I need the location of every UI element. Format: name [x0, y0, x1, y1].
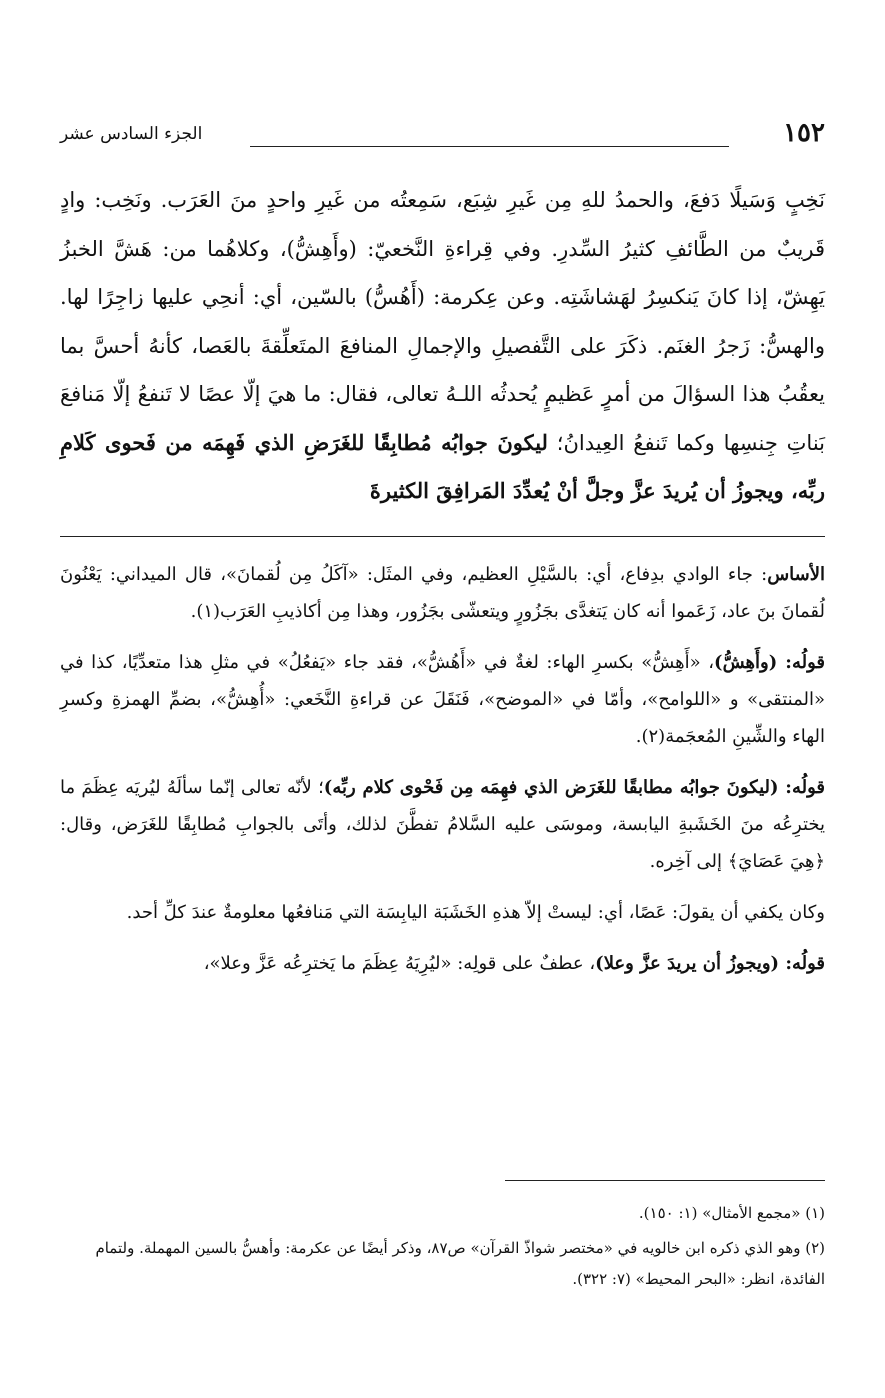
commentary-text: ، عطفٌ على قولِه: «ليُرِيَهُ عِظَمَ ما يَخترِعُه عَزَّ وعلا»،	[203, 953, 596, 974]
commentary-text: : جاء الوادي بدِفاع، أي: بالسَّيْلِ العظيم، وفي المثَل: «آكَلُ مِن لُقمانَ»، قال الميداني: يَعْنُونَ لُقمانَ بنَ عاد، زَعَموا أنه كان يَتغدَّى بجَزُورٍ ويتعشّى بجَزُور، وهذا مِن أكاذيبِ العَرَب(١).	[60, 564, 825, 622]
commentary-text: ، «أَهِشُّ» بكسرِ الهاء: لغةٌ في «أَهُشُّ»، فقد جاء «يَفعُلُ» في مثلِ هذا متعدِّيًا، كذا في «المنتقى» و «اللوامح»، وأمّا في «الموضح»، فَنَقَلَ عن قراءةِ النَّخَعي: «أُهِشُّ»، بضمِّ الهمزةِ وكسرِ الهاء والشِّينِ المُعجَمة(٢).	[60, 652, 825, 747]
commentary-paragraph	[60, 769, 825, 880]
commentary-separator	[60, 536, 825, 537]
commentary-paragraph	[60, 644, 825, 755]
running-header	[60, 118, 825, 166]
commentary-paragraph	[60, 894, 825, 931]
commentary-lead: الأساس	[767, 564, 825, 585]
commentary-lead: قولُه: (ليكونَ جوابُه مطابقًا للغَرَض الذي فهِمَه مِن فَحْوى كلام ربِّه)	[323, 777, 825, 798]
main-paragraph: نَخِبٍ وَسَيلًا دَفعَ، والحمدُ للهِ مِن غَيرِ شِبَع، سَمِعتُه من غَيرِ واحدٍ منَ العَرَب. ونَخِب: وادٍ قَريبٌ من الطَّائفِ كثيرُ السِّدرِ. وفي قِراءةِ النَّخعيّ: (وأَهِشُّ)، وكلاهُما من: هَشَّ الخبزُ يَهِشّ، إذا كانَ يَنكسِرُ لهَشاشَتِه. وعن عِكرمة: (أَهُسُّ) بالسّين، أي: أنحِي عليها زاجِرًا لها. والهسُّ: زَجرُ الغنَم. ذكَرَ على التَّفصيلِ والإجمالِ المنافعَ المتَعلِّقةَ بالعَصا، كأنهُ أحسَّ بما يعقُبُ هذا السؤالَ من أمرٍ عَظيمٍ يُحدثُه اللـهُ تعالى، فقال: ما هيَ إلّا عصًا لا تَنفعُ إلّا مَنافعَ بَناتِ جِنسِها وكما تَنفعُ العِيدانُ؛	[60, 188, 825, 455]
footnote: (١) «مجمع الأمثال» (١: ١٥٠).	[638, 1204, 825, 1222]
commentary-paragraph	[60, 556, 825, 630]
commentary-lead: قولُه: (ويجوزُ أن يريدَ عزَّ وعلا)	[595, 953, 825, 974]
commentary-section	[60, 556, 825, 996]
footnote-separator	[505, 1180, 825, 1181]
header-rule	[250, 146, 729, 147]
commentary-text: ؛ لأنّه تعالى إنّما سألَهُ ليُريَه عِظَمَ ما يخترِعُه منَ الخَشَبةِ اليابسة، وموسَى عليه السَّلامُ تفطَّنَ لذلك، وأتَى بالجوابِ مُطابِقًا للغَرَض، وقال: ﴿هِيَ عَصَايَ﴾ إلى آخِره.	[60, 777, 825, 872]
page-number: ١٥٢	[783, 118, 825, 148]
commentary-paragraph	[60, 945, 825, 982]
commentary-lead: قولُه: (وأَهِشُّ)	[714, 652, 825, 673]
main-text	[60, 176, 825, 516]
footnote: (٢) وهو الذي ذكره ابن خالويه في «مختصر شواذّ القرآن» ص٨٧، وذكر أيضًا عن عكرمة: وأهسُّ بالسين المهملة. ولتمام الفائدة، انظر: «البحر المحيط» (٧: ٣٢٢).	[95, 1239, 825, 1288]
running-title: الجزء السادس عشر	[60, 124, 203, 144]
footnotes	[60, 1198, 825, 1299]
main-bold-phrase: ليكونَ جوابُه مُطابِقًا للغَرَضِ الذي فَهِمَه من فَحوى كَلامِ ربِّه، ويجوزُ أن يُريدَ عزَّ وجلَّ أنْ يُعدِّدَ المَرافِقَ الكثيرةَ	[60, 429, 825, 503]
commentary-text: وكان يكفي أن يقولَ: عَصًا، أي: ليستْ إلاّ هذهِ الخَشَبَة اليابِسَة التي مَنافعُها معلومةٌ عندَ كلِّ أحد.	[126, 902, 825, 923]
